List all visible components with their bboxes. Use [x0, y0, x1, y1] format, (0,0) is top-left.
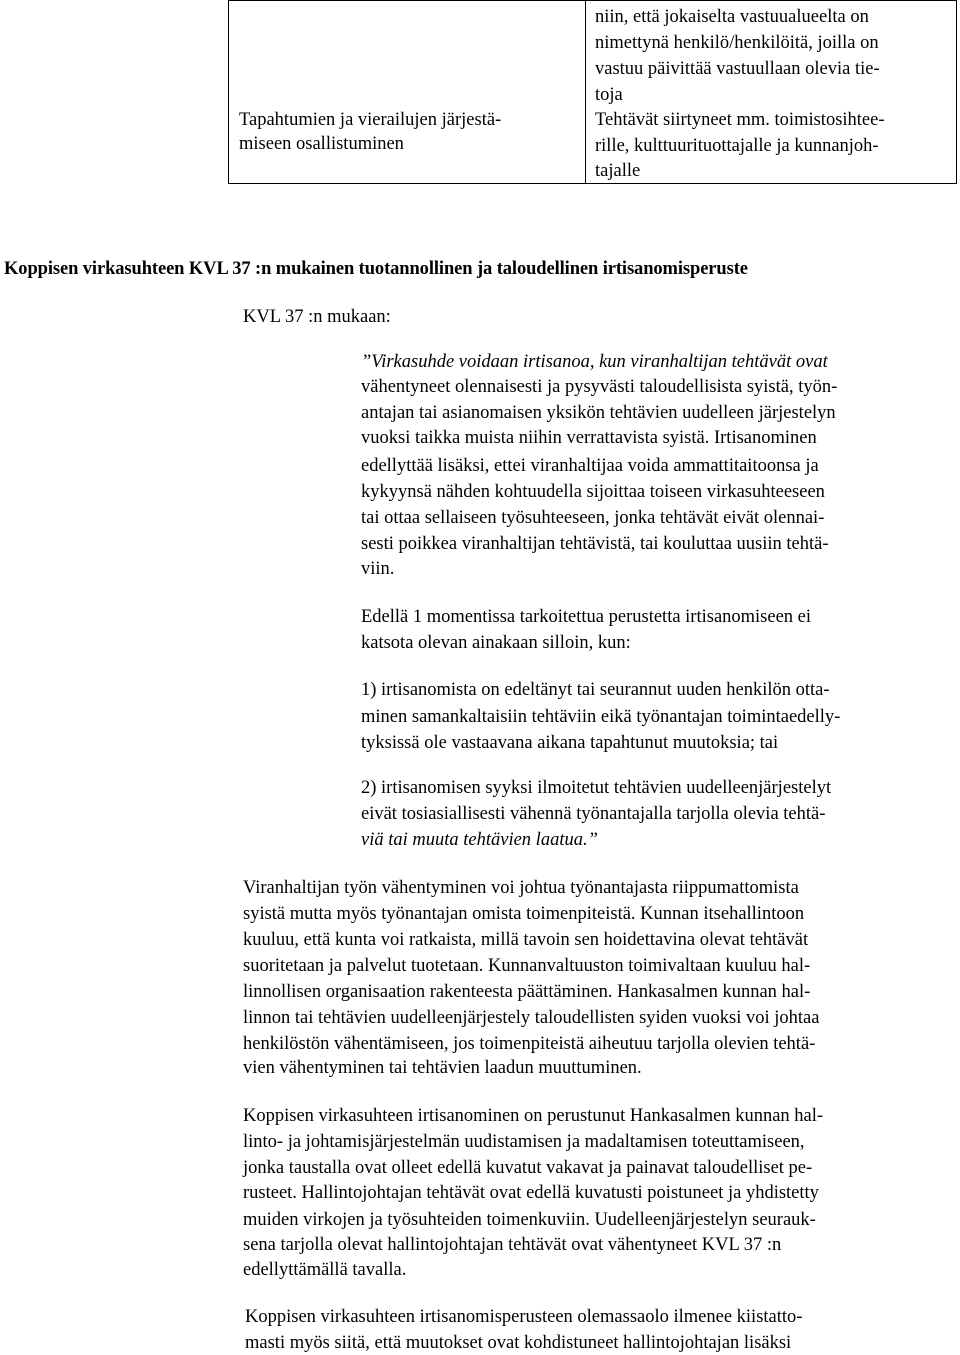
quote-line: viä tai muuta tehtävien laatua.”	[361, 830, 598, 850]
quote-line: 2) irtisanomisen syyksi ilmoitetut tehtävien uudelleenjärjestelyt	[361, 778, 832, 798]
quote-line: kykyynsä nähden kohtuudella sijoittaa toiseen virkasuhteeseen	[361, 482, 825, 502]
table-right-line: rille, kulttuurituottajalle ja kunnanjoh-	[595, 136, 879, 156]
quote-line: tai ottaa sellaiseen työsuhteeseen, jonka tehtävät eivät olennai-	[361, 508, 825, 528]
table-left-line: miseen osallistuminen	[239, 134, 404, 154]
quote-line: viin.	[361, 559, 395, 579]
body-line: syistä mutta myös työnantajan omista toimenpiteistä. Kunnan itsehallintoon	[243, 904, 805, 924]
body-line: linnon tai tehtävien uudelleenjärjestely taloudellisten syiden vuoksi voi johtaa	[243, 1008, 820, 1028]
body-line: henkilöstön vähentämiseen, jos toimenpiteistä aiheutuu tarjolla olevien tehtä-	[243, 1034, 816, 1054]
section-heading: Koppisen virkasuhteen KVL 37 :n mukainen tuotannollinen ja taloudellinen irtisanomisperuste	[4, 259, 748, 279]
table-cell-right	[586, 1, 957, 184]
table-right-line: tajalle	[595, 161, 641, 181]
table-right-line: nimettynä henkilö/henkilöitä, joilla on	[595, 33, 879, 53]
body-line: Koppisen virkasuhteen irtisanomisperusteen olemassaolo ilmenee kiistatto-	[245, 1307, 803, 1327]
quote-line: sesti poikkea viranhaltijan tehtävistä, tai kouluttaa uusiin tehtä-	[361, 534, 829, 554]
body-line: suoritetaan ja palvelut tuotetaan. Kunnanvaltuuston toimivaltaan kuuluu hal-	[243, 956, 811, 976]
body-line: linto- ja johtamisjärjestelmän uudistamisen ja madaltamisen toteuttamiseen,	[243, 1132, 805, 1152]
quote-line: 1) irtisanomista on edeltänyt tai seurannut uuden henkilön otta-	[361, 680, 830, 700]
quote-line: edellyttää lisäksi, ettei viranhaltijaa voida ammattitaitoonsa ja	[361, 456, 819, 476]
quote-line: tyksissä ole vastaavana aikana tapahtunut muutoksia; tai	[361, 733, 779, 753]
body-line: sena tarjolla olevat hallintojohtajan tehtävät ovat vähentyneet KVL 37 :n	[243, 1235, 782, 1255]
body-line: jonka taustalla ovat olleet edellä kuvatut vakavat ja painavat taloudelliset pe-	[243, 1158, 813, 1178]
quote-line: Edellä 1 momentissa tarkoitettua perustetta irtisanomiseen ei	[361, 607, 812, 627]
table-right-line: niin, että jokaiselta vastuualueelta on	[595, 7, 869, 27]
quote-line: katsota olevan ainakaan silloin, kun:	[361, 633, 631, 653]
quote-line: vähentyneet olennaisesti ja pysyvästi taloudellisista syistä, työn-	[361, 377, 838, 397]
table-right-line: vastuu päivittää vastuullaan olevia tie-	[595, 59, 880, 79]
table-right-line: toja	[595, 85, 623, 105]
quote-line: antajan tai asianomaisen yksikön tehtävien uudelleen järjestelyn	[361, 403, 836, 423]
quote-line: ”Virkasuhde voidaan irtisanoa, kun viranhaltijan tehtävät ovat	[361, 352, 828, 372]
body-line: muiden virkojen ja työsuhteiden toimenkuviin. Uudelleenjärjestelyn seurauk-	[243, 1210, 816, 1230]
table-left-line: Tapahtumien ja vierailujen järjestä-	[239, 110, 502, 130]
quote-line: eivät tosiasiallisesti vähennä työnantajalla tarjolla olevia tehtä-	[361, 804, 826, 824]
intro-text: KVL 37 :n mukaan:	[243, 307, 391, 327]
responsibility-table	[228, 0, 957, 184]
body-line: linnollisen organisaation rakenteesta päättäminen. Hankasalmen kunnan hal-	[243, 982, 811, 1002]
table-right-line: Tehtävät siirtyneet mm. toimistosihtee-	[595, 110, 885, 130]
table-row	[229, 1, 957, 184]
body-line: vien vähentyminen tai tehtävien laadun muuttuminen.	[243, 1058, 642, 1078]
body-line: kuuluu, että kunta voi ratkaista, millä tavoin sen hoidettavina olevat tehtävät	[243, 930, 809, 950]
body-line: edellyttämällä tavalla.	[243, 1260, 407, 1280]
body-line: Viranhaltijan työn vähentyminen voi johtua työnantajasta riippumattomista	[243, 878, 799, 898]
table-cell-left	[229, 1, 586, 184]
body-line: Koppisen virkasuhteen irtisanominen on perustunut Hankasalmen kunnan hal-	[243, 1106, 824, 1126]
body-line: masti myös siitä, että muutokset ovat kohdistuneet hallintojohtajan lisäksi	[245, 1333, 792, 1353]
body-line: rusteet. Hallintojohtajan tehtävät ovat edellä kuvatusti poistuneet ja yhdistetty	[243, 1183, 819, 1203]
quote-line: vuoksi taikka muista niihin verrattavista syistä. Irtisanominen	[361, 428, 817, 448]
quote-line: minen samankaltaisiin tehtäviin eikä työnantajan toimintaedelly-	[361, 707, 841, 727]
